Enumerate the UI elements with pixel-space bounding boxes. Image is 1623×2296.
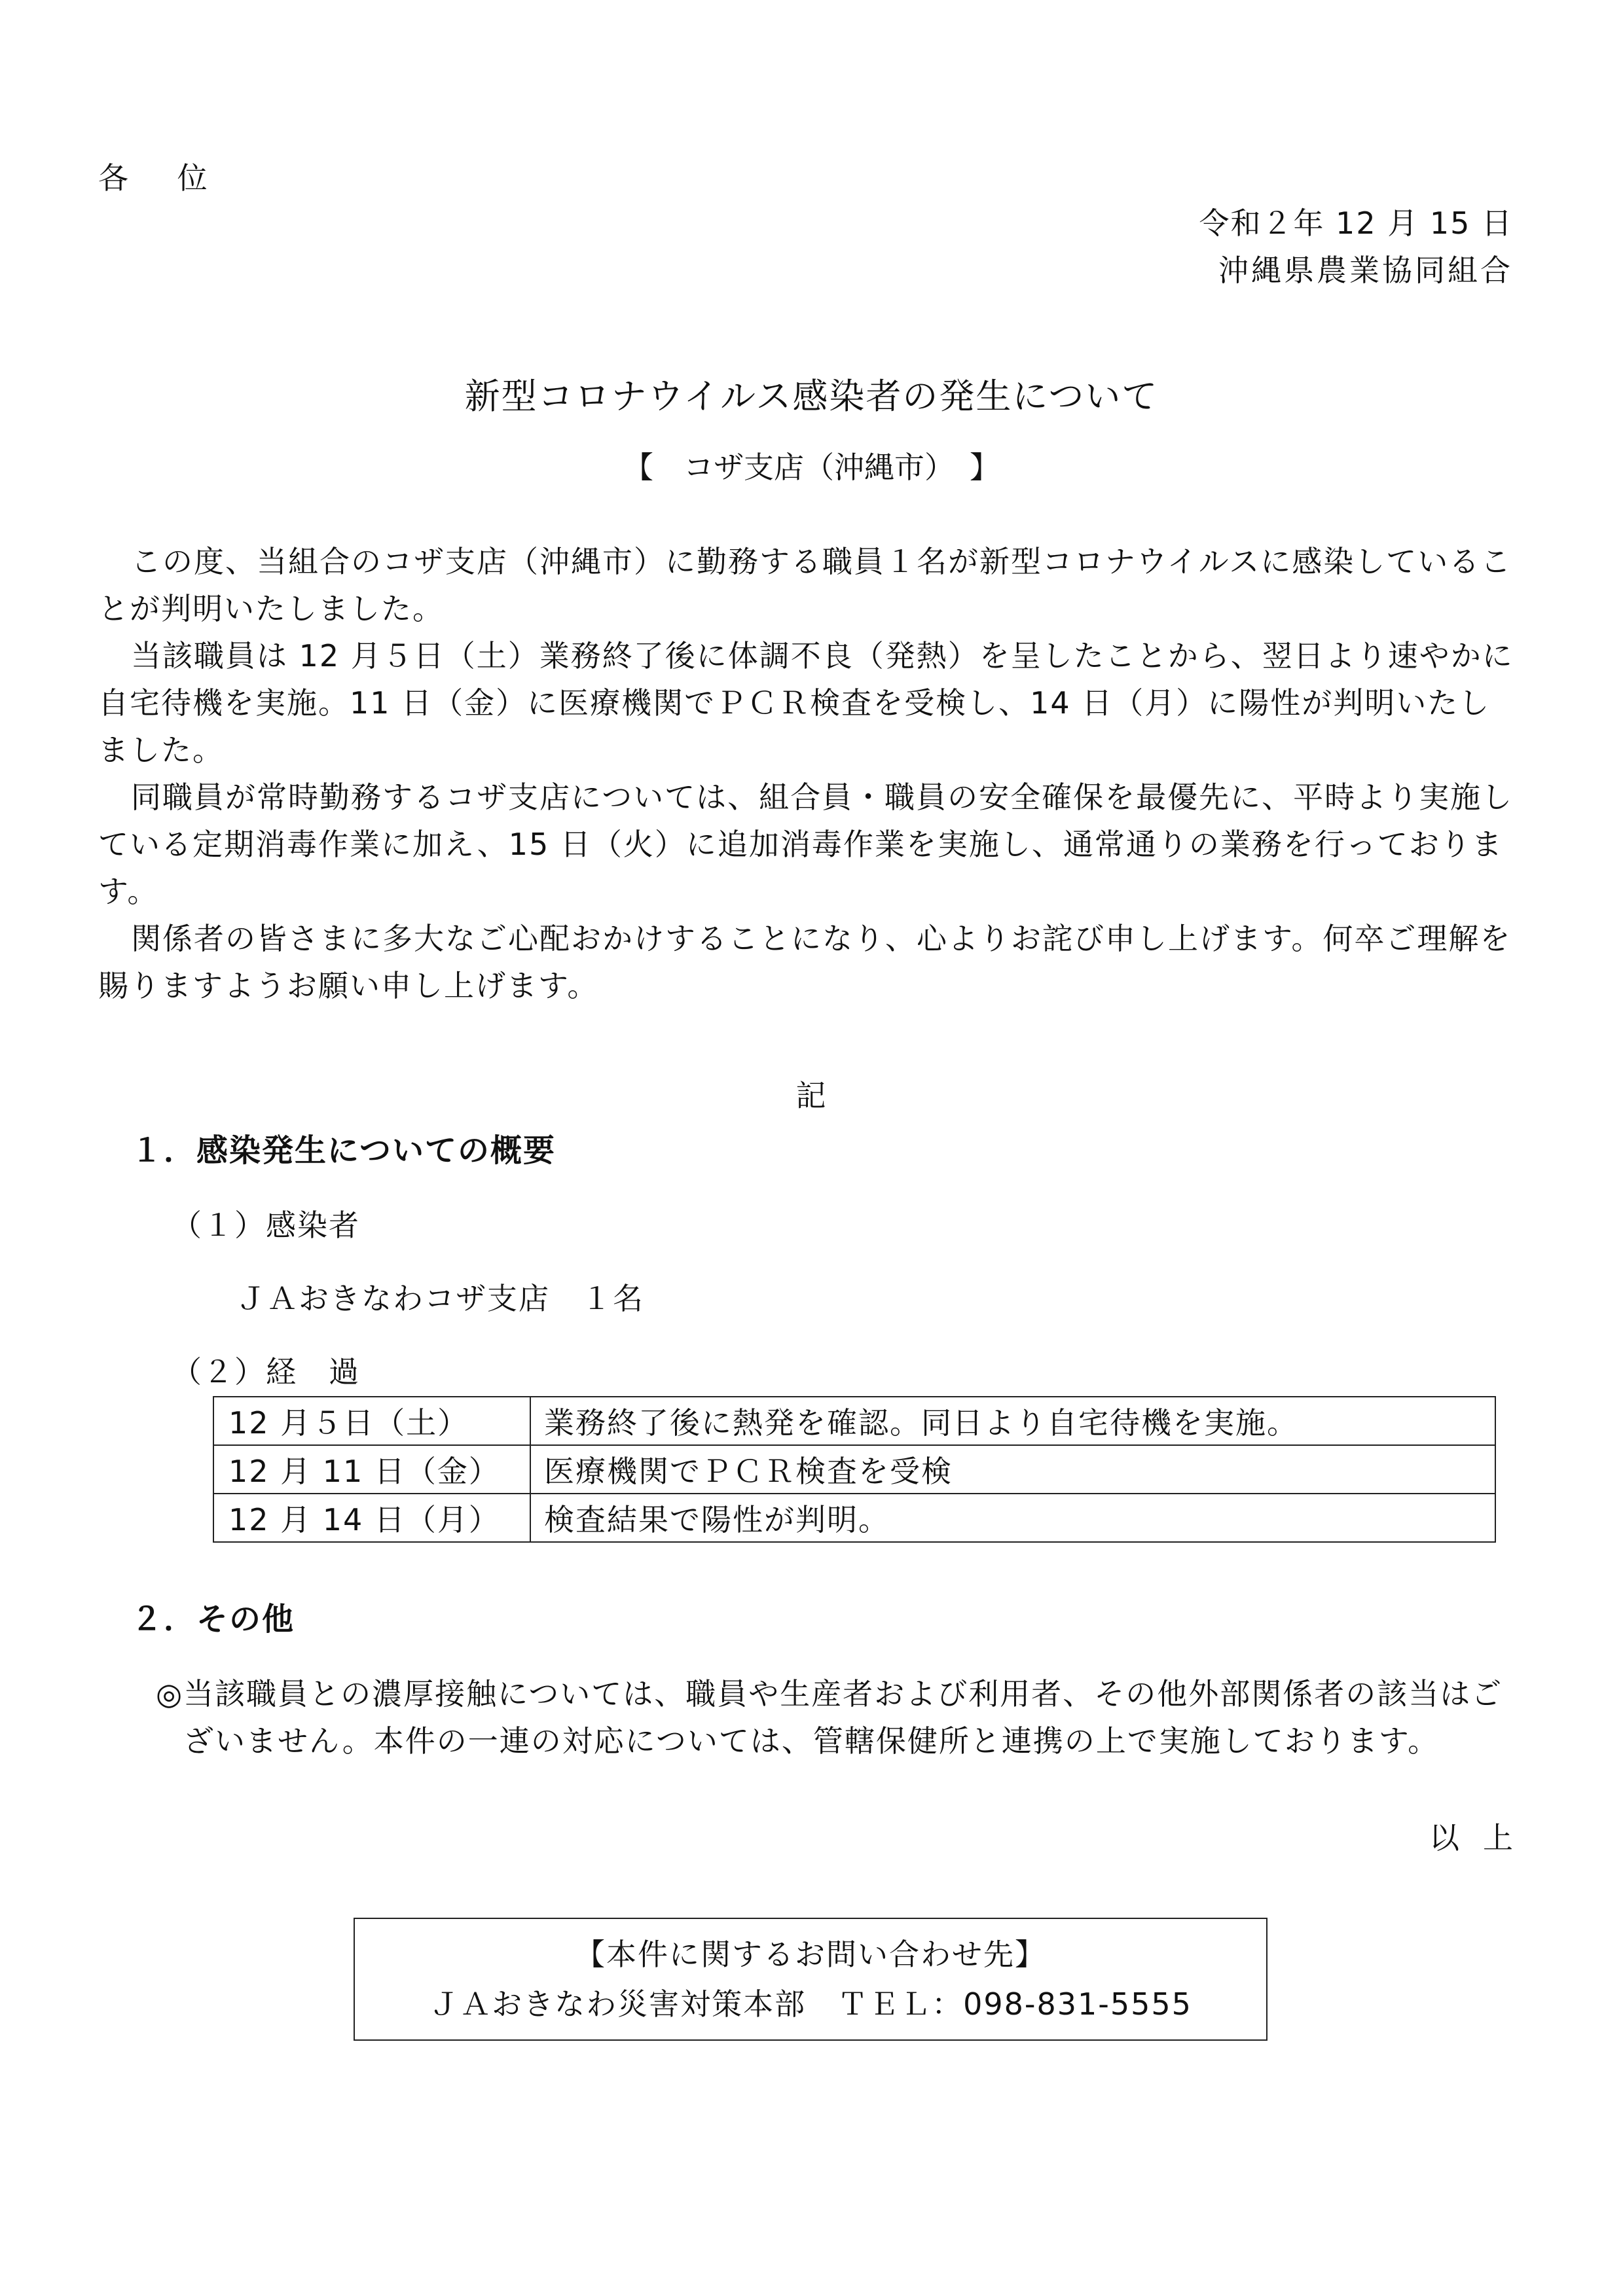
- issuing-organization: 沖縄県農業協同組合: [1218, 253, 1513, 288]
- table-row: [213, 1494, 1495, 1542]
- infected-heading: （１）感染者: [172, 1208, 360, 1243]
- body-paragraph: 関係者の皆さまに多大なご心配おかけすることになり、心よりお詫び申し上げます。何卒ご理解を賜りますようお願い申し上げます。: [98, 921, 1512, 1003]
- contact-heading: 【本件に関するお問い合わせ先】: [575, 1937, 1046, 1972]
- table-row: [213, 1445, 1495, 1494]
- contact-box: [354, 1918, 1267, 2041]
- closing-mark: 以上: [1429, 1820, 1537, 1856]
- section2-text: ◎当該職員との濃厚接触については、職員や生産者および利用者、その他外部関係者の該当はございません。本件の一連の対応については、管轄保健所と連携の上で実施しております。: [156, 1676, 1503, 1759]
- timeline-event: 検査結果で陽性が判明。: [530, 1494, 1495, 1542]
- infected-value: ＪＡおきなわコザ支店 １名: [236, 1281, 644, 1316]
- timeline-date: 12 月 14 日（月）: [213, 1494, 530, 1542]
- section2-heading: ２．その他: [131, 1601, 295, 1638]
- body-paragraph: 当該職員は 12 月５日（土）業務終了後に体調不良（発熱）を呈したことから、翌日より速やかに自宅待機を実施。11 日（金）に医療機関でＰＣＲ検査を受検し、14 日（月）に陽性が判明いたしました。: [98, 638, 1514, 768]
- body-text: [98, 538, 1519, 1009]
- section1-heading: １．感染発生についての概要: [131, 1132, 556, 1169]
- timeline-event: 医療機関でＰＣＲ検査を受検: [530, 1445, 1495, 1494]
- timeline-event: 業務終了後に熱発を確認。同日より自宅待機を実施。: [530, 1397, 1495, 1445]
- timeline-date: 12 月５日（土）: [213, 1397, 530, 1445]
- timeline-heading: （２）経 過: [172, 1354, 360, 1390]
- body-paragraph: この度、当組合のコザ支店（沖縄市）に勤務する職員１名が新型コロナウイルスに感染していることが判明いたしました。: [98, 544, 1512, 626]
- table-row: [213, 1397, 1495, 1445]
- contact-line: ＪＡおきなわ災害対策本部 ＴＥＬ：098-831-5555: [429, 1986, 1192, 2022]
- document-subtitle: 【 コザ支店（沖縄市） 】: [623, 450, 1000, 485]
- ki-marker: 記: [795, 1078, 828, 1113]
- timeline-table: [213, 1396, 1496, 1543]
- section2-body: [156, 1670, 1524, 1765]
- document-title: 新型コロナウイルス感染者の発生について: [464, 376, 1159, 417]
- body-paragraph: 同職員が常時勤務するコザ支店については、組合員・職員の安全確保を最優先に、平時より実施している定期消毒作業に加え、15 日（火）に追加消毒作業を実施し、通常通りの業務を行っております。: [98, 780, 1514, 909]
- issue-date: 令和２年 12 月 15 日: [1199, 206, 1513, 241]
- timeline-date: 12 月 11 日（金）: [213, 1445, 530, 1494]
- addressee: 各 位: [98, 160, 227, 196]
